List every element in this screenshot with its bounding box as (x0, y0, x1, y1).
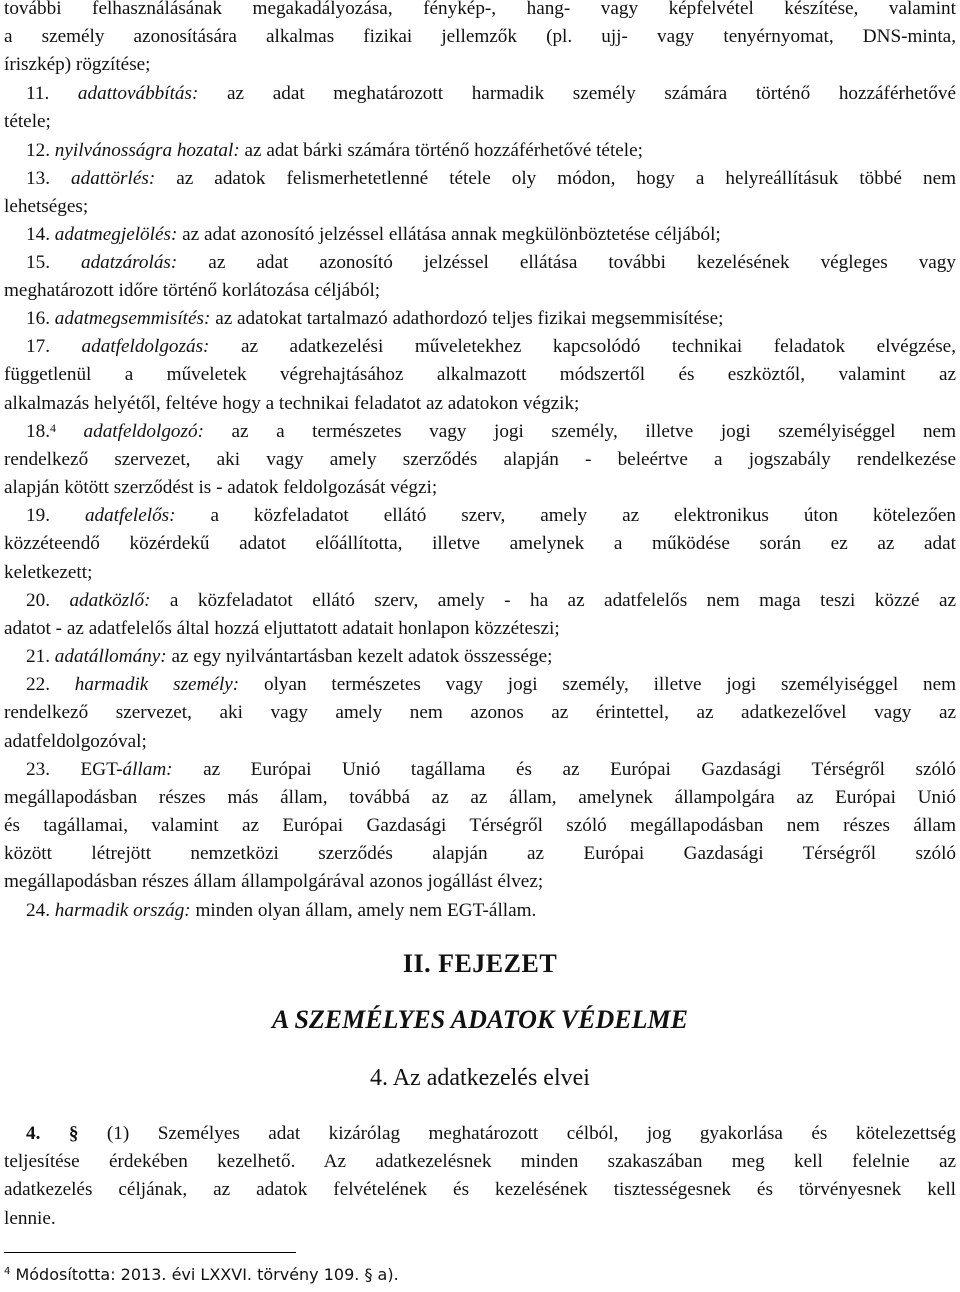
section-sign: § (68, 1123, 79, 1144)
footnote: $^4$ Módosította: 2013. évi LXXVI. törvény 109. § a). (4, 1265, 399, 1284)
text-line: megállapodásban részes más állam, továbbá az az állam, amelynek állampolgára az Európai Unió (4, 787, 956, 808)
definition-item-11: 11. adattovábbítás: az adat meghatározott harmadik személy számára történő hozzáférhetővé (26, 83, 956, 104)
text-line: rendelkező szervezet, aki vagy amely szerződés alapján - beleértve a jogszabály rendelkezése (4, 449, 956, 470)
definition-item-16: 16. adatmegsemmisítés: az adatokat tartalmazó adathordozó teljes fizikai megsemmisítése; (26, 308, 724, 329)
definition-item-24: 24. harmadik ország: minden olyan állam, amely nem EGT-állam. (26, 900, 537, 921)
term: harmadik ország: (54, 900, 191, 921)
definition-item-15: 15. adatzárolás: az adat azonosító jelzéssel ellátása további kezelésének végleges vagy (26, 252, 956, 273)
text-line: közzéteendő közérdekű adatot előállította, illetve amelynek a működése során ez az adat (4, 533, 956, 554)
definition-item-20: 20. adatközlő: a közfeladatot ellátó szerv, amely - ha az adatfelelős nem maga teszi közzé az (26, 590, 956, 611)
chapter-heading: II. FEJEZET (402, 949, 558, 978)
term: adatfelelős: (84, 505, 176, 526)
definition-item-14: 14. adatmegjelölés: az adat azonosító jelzéssel ellátása annak megkülönböztetése céljából; (26, 224, 721, 245)
text-line: adatkezelés céljának, az adatok felvételének és kezelésének tisztességesnek és törvényesnek kell (4, 1179, 956, 1200)
text-line: és tagállamai, valamint az Európai Gazdasági Térségről szóló megállapodásban nem részes állam (4, 815, 956, 836)
definition-item-23: 23. EGT-állam: az Európai Unió tagállama és az Európai Gazdasági Térségről szóló (26, 759, 957, 780)
text-line: keletkezett; (4, 562, 93, 583)
section-heading: 4. Az adatkezelés elvei (370, 1065, 590, 1091)
text-line: között létrejött nemzetközi szerződés alapján az Európai Gazdasági Térségről szóló (4, 843, 956, 864)
term: harmadik személy: (74, 674, 240, 695)
definition-item-18: 18.$^4$ adatfeldolgozó: az a természetes vagy jogi személy, illetve jogi személyiséggel nem (26, 421, 956, 442)
text-line: lennie. (4, 1208, 56, 1229)
term: adatfeldolgozás: (81, 336, 210, 357)
term: adatközlő: (69, 590, 151, 611)
footnote-number: 4 (4, 1266, 11, 1277)
footnote-ref: 4 (49, 421, 56, 435)
footnote-separator (4, 1252, 296, 1253)
term: nyilvánosságra hozatal: (54, 140, 240, 161)
text-line: alkalmazás helyétől, feltéve hogy a technikai feladatot az adatokon végzik; (4, 393, 580, 414)
definition-item-12: 12. nyilvánosságra hozatal: az adat bárki számára történő hozzáférhetővé tétele; (26, 140, 643, 161)
chapter-title: A SZEMÉLYES ADATOK VÉDELME (272, 1005, 688, 1034)
text-line: lehetséges; (4, 196, 89, 217)
term: adatállomány: (54, 646, 167, 667)
text-line: a személy azonosítására alkalmas fizikai jellemzők (pl. ujj- vagy tenyérnyomat, DNS-minta, (4, 26, 956, 47)
text-line: alapján kötött szerződést is - adatok feldolgozását végzi; (4, 477, 438, 498)
text-line: tétele; (4, 111, 51, 132)
definition-item-13: 13. adattörlés: az adatok felismerhetetlenné tétele oly módon, hogy a helyreállításuk többé nem (26, 168, 957, 189)
definition-item-17: 17. adatfeldolgozás: az adatkezelési műveletekhez kapcsolódó technikai feladatok elvégzése, (26, 336, 956, 357)
text-line: megállapodásban részes állam állampolgárával azonos jogállást élvez; (4, 871, 544, 892)
term: állam: (122, 759, 173, 780)
text-line: függetlenül a műveletek végrehajtásához alkalmazott módszertől és eszköztől, valamint az (4, 364, 956, 385)
term: adattörlés: (71, 168, 156, 189)
text-line: íriszkép) rögzítése; (4, 54, 151, 75)
definition-item-22: 22. harmadik személy: olyan természetes vagy jogi személy, illetve jogi személyiséggel nem (26, 674, 957, 695)
text-line: adatfeldolgozóval; (4, 731, 147, 752)
term: adatfeldolgozó: (55, 421, 204, 442)
article-number: 4. (26, 1123, 41, 1144)
term: adatzárolás: (80, 252, 178, 273)
term: adatmegjelölés: (54, 224, 178, 245)
text-line: teljesítése érdekében kezelhető. Az adatkezelésnek minden szakaszában meg kell felelnie az (4, 1151, 956, 1172)
definition-item-21: 21. adatállomány: az egy nyilvántartásban kezelt adatok összessége; (26, 646, 553, 667)
term: adattovábbítás: (77, 83, 199, 104)
text-line: további felhasználásának megakadályozása, fénykép-, hang- vagy képfelvétel készítése, valamint (4, 0, 956, 19)
definition-item-19: 19. adatfelelős: a közfeladatot ellátó szerv, amely az elektronikus úton kötelezően (26, 505, 956, 526)
text-line: rendelkező szervezet, aki vagy amely nem azonos az érintettel, az adatkezelővel vagy az (4, 702, 956, 723)
text-line: meghatározott időre történő korlátozása céljából; (4, 280, 381, 301)
term: adatmegsemmisítés: (54, 308, 211, 329)
text-line: adatot - az adatfelelős által hozzá eljuttatott adatait honlapon közzéteszi; (4, 618, 560, 639)
article-paragraph: 4. § (1) Személyes adat kizárólag meghatározott célból, jog gyakorlása és kötelezettség (26, 1123, 956, 1144)
